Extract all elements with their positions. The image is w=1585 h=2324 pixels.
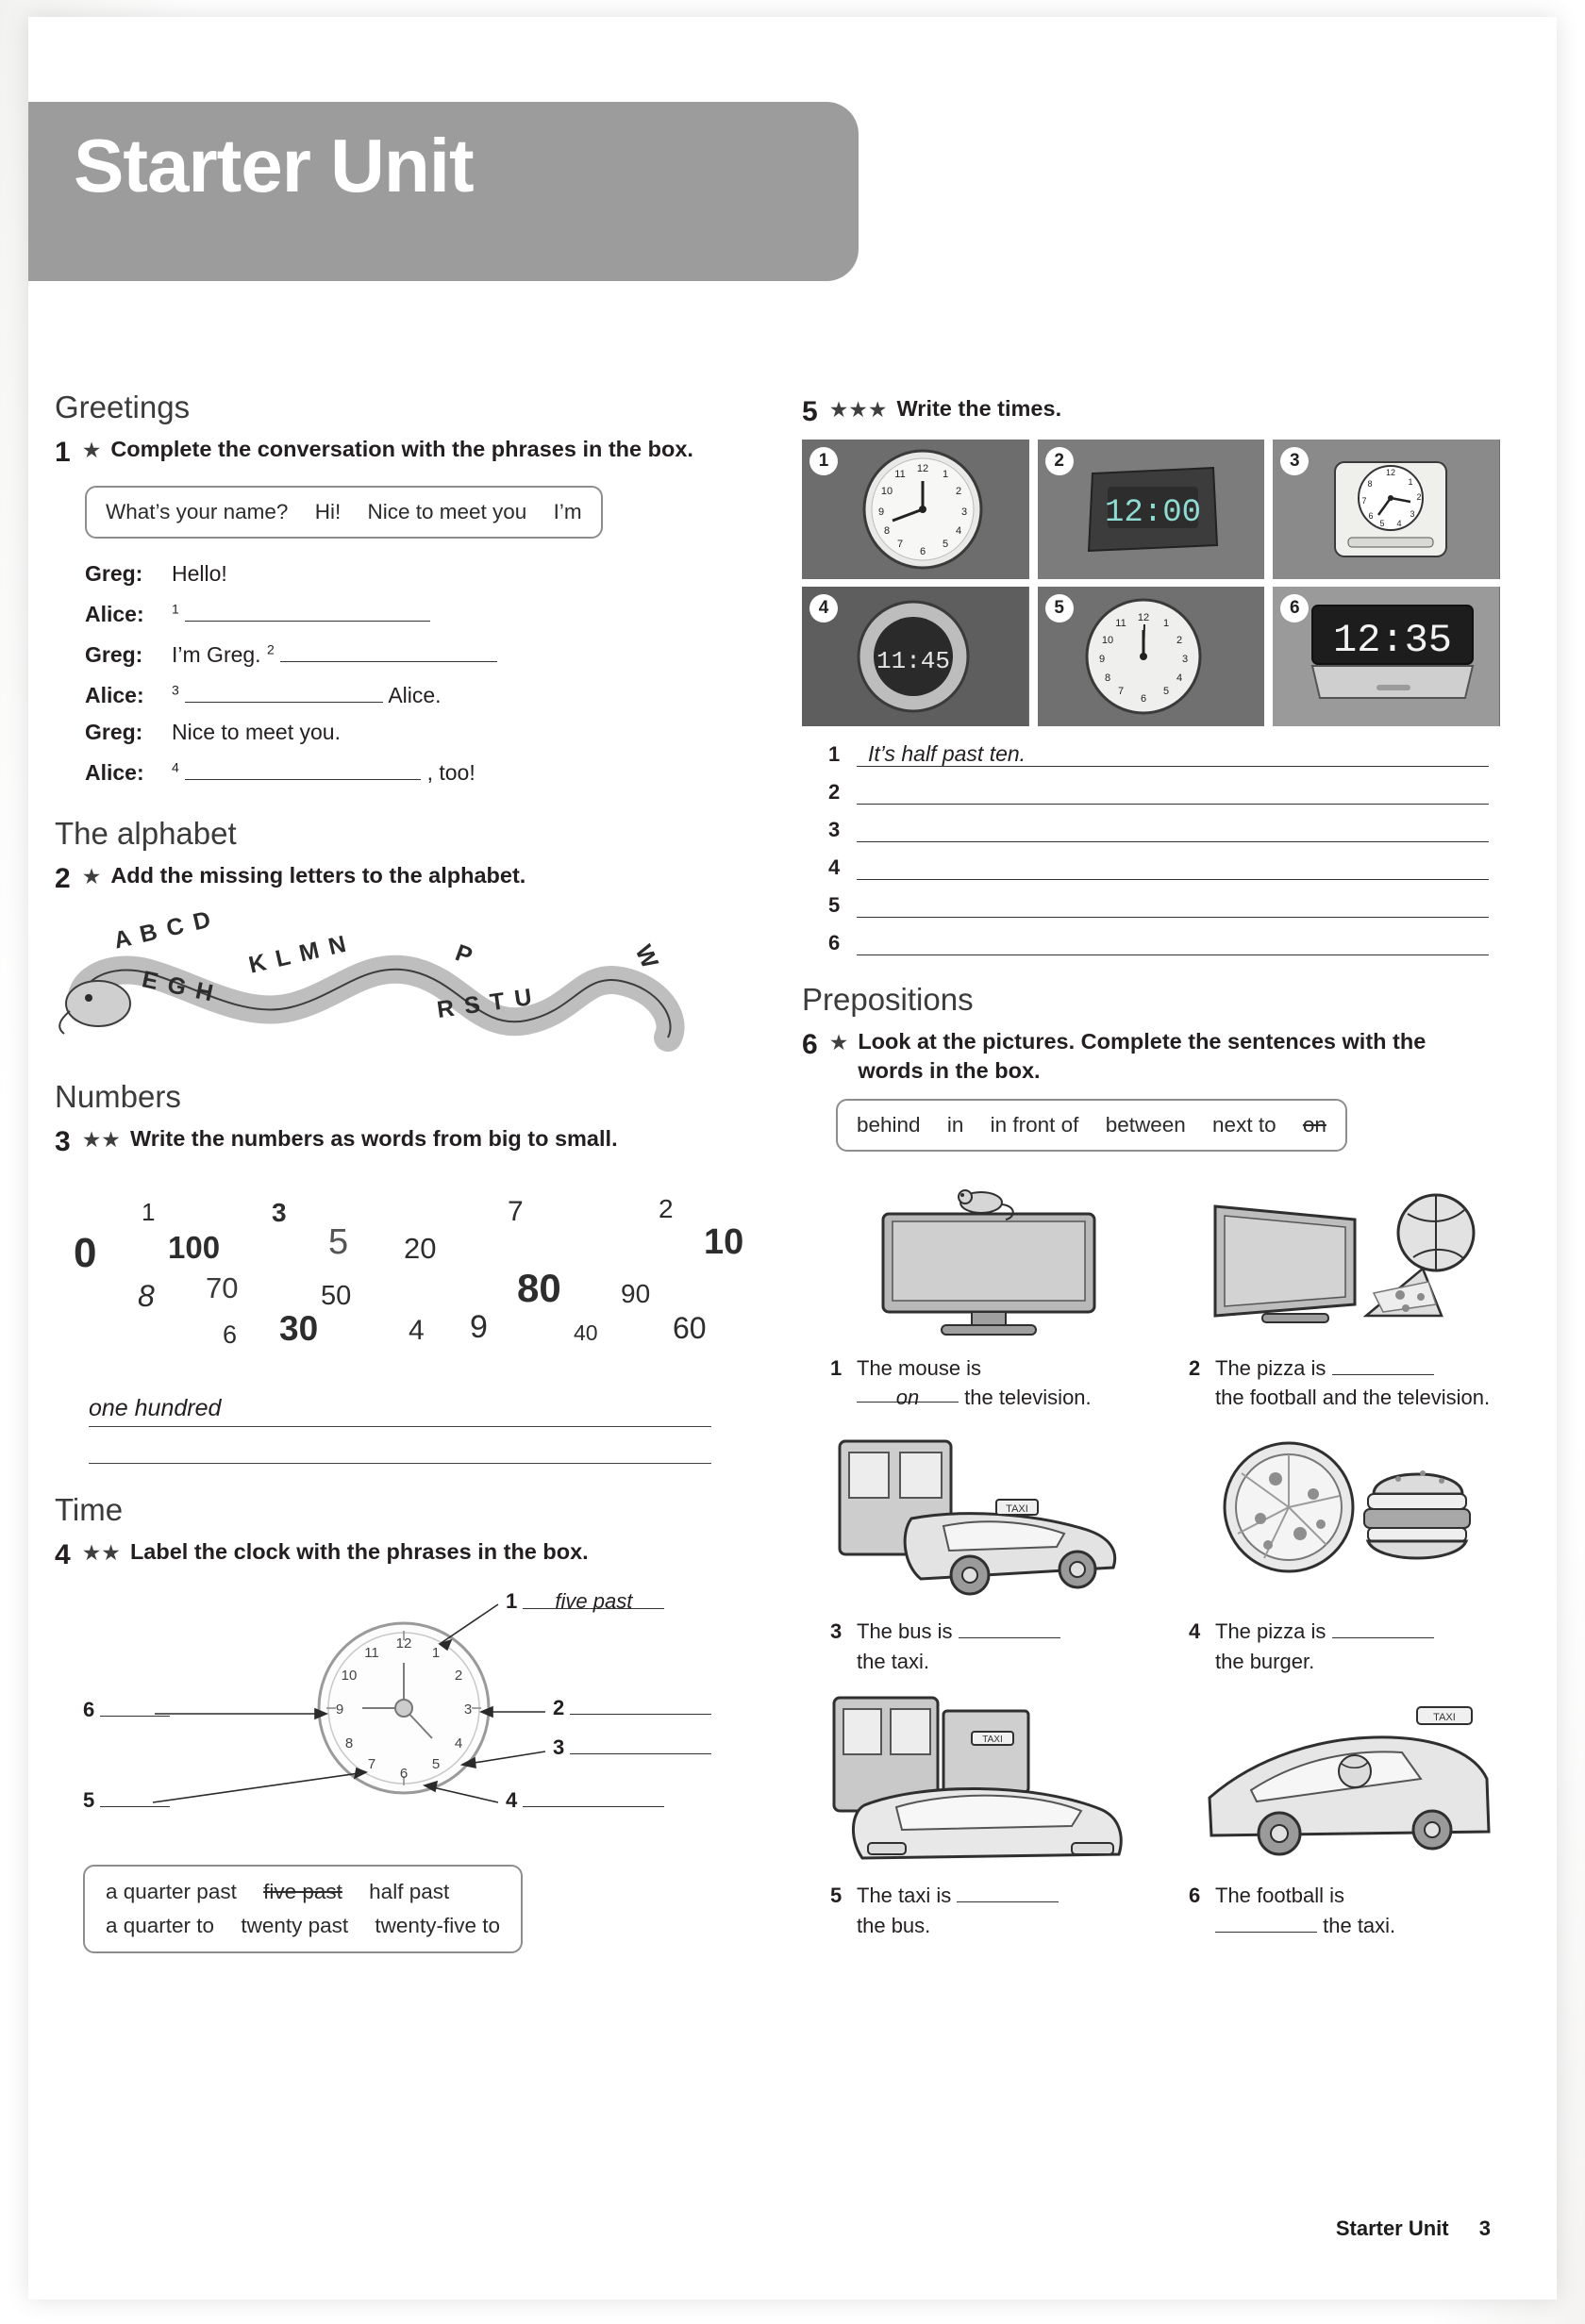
preposition-picture-4: [1189, 1428, 1500, 1607]
section-heading-time: Time: [55, 1491, 124, 1527]
number-item: 9: [470, 1308, 488, 1345]
section-heading-greetings: Greetings: [55, 390, 191, 424]
dialogue-row: [85, 681, 753, 706]
wordbox-item[interactable]: in front of: [990, 1112, 1079, 1137]
exercise-6-stars: ★: [828, 1029, 849, 1054]
preposition-number: 1: [830, 1355, 843, 1380]
exercise-4-number: 4: [55, 1538, 71, 1570]
clock-photo-4: [802, 587, 1029, 726]
dialogue-row: [85, 719, 753, 744]
number-item: 6: [223, 1320, 238, 1349]
clock-photo-5: [1038, 587, 1265, 726]
dialogue-speaker: Alice:: [85, 601, 144, 626]
svg-text:9: 9: [877, 506, 885, 518]
answer-value: [857, 817, 868, 841]
wordbox-item[interactable]: Hi!: [314, 499, 342, 523]
alphabet-snake-illustration: [55, 905, 753, 1066]
dialogue-text: [172, 600, 430, 625]
svg-text:3: 3: [960, 506, 968, 518]
dialogue-text: Nice to meet you.: [172, 719, 341, 744]
exercise-1-header: [55, 435, 753, 471]
svg-text:12: 12: [1386, 467, 1396, 477]
exercise-5-number: 5: [802, 396, 818, 427]
football-in-taxi-icon: [1189, 1692, 1500, 1871]
clock-label-4[interactable]: [506, 1787, 664, 1813]
clock-label-6-value[interactable]: [100, 1697, 170, 1717]
page-sheet: [28, 17, 1557, 2299]
preposition-picture-2: [1189, 1165, 1500, 1344]
svg-text:9: 9: [335, 1702, 344, 1718]
svg-text:7: 7: [1361, 495, 1367, 506]
preposition-sentence-5: [830, 1881, 1151, 1941]
dialogue-speaker: Greg:: [85, 560, 143, 586]
number-item: 30: [279, 1308, 319, 1348]
preposition-sentence-4: [1189, 1617, 1510, 1677]
answer-row: [828, 892, 1489, 918]
preposition-text-before: The taxi is: [857, 1884, 952, 1908]
svg-text:2: 2: [955, 485, 962, 497]
preposition-picture-3: [830, 1428, 1142, 1607]
preposition-picture-1: [830, 1165, 1142, 1344]
svg-text:4: 4: [1396, 518, 1402, 528]
clock-label-diagram: [55, 1585, 753, 1859]
digital-round-clock-time: 11:45: [876, 646, 951, 675]
dialogue-speaker: Greg:: [85, 641, 143, 667]
wordbox-item[interactable]: between: [1105, 1112, 1186, 1137]
number-item: 80: [517, 1265, 561, 1310]
preposition-text-before: The pizza is: [1215, 1355, 1326, 1380]
svg-text:6: 6: [1368, 510, 1374, 521]
exercise-2-instruction: Add the missing letters to the alphabet.: [110, 862, 526, 888]
svg-text:12: 12: [1137, 611, 1149, 623]
preposition-answer[interactable]: [1332, 1618, 1434, 1638]
dialogue-text-fixed: Alice.: [388, 682, 442, 707]
dialogue-text: [172, 681, 442, 706]
clock-label-5[interactable]: [83, 1787, 170, 1813]
preposition-item-5: [830, 1692, 1151, 1941]
preposition-number: 6: [1189, 1884, 1201, 1908]
exercise-1-instruction: Complete the conversation with the phrases in the box.: [110, 437, 693, 461]
footer-page-number: 3: [1478, 2216, 1491, 2240]
clock-photo-6: [1273, 587, 1500, 726]
answer-line[interactable]: [857, 779, 1489, 805]
exercise-3-instruction: Write the numbers as words from big to small.: [129, 1126, 618, 1151]
svg-text:4: 4: [1176, 672, 1182, 684]
mouse-on-television-icon: [830, 1165, 1142, 1344]
numbers-answer-line-2[interactable]: [89, 1427, 711, 1464]
svg-text:10: 10: [880, 485, 893, 497]
svg-text:11: 11: [364, 1645, 379, 1661]
svg-text:2: 2: [454, 1668, 463, 1684]
clock-label-2[interactable]: [553, 1695, 711, 1720]
number-item: 5: [328, 1221, 349, 1262]
clock-label-4-number: 4: [506, 1788, 518, 1812]
dialogue-superscript: 1: [172, 600, 179, 616]
exercise-3-number: 3: [55, 1126, 71, 1157]
clock-label-4-value[interactable]: [523, 1787, 664, 1807]
dialogue-row: [85, 640, 753, 666]
wordbox-item-used[interactable]: five past: [263, 1880, 342, 1903]
svg-text:8: 8: [1367, 478, 1373, 489]
clock-label-2-value[interactable]: [570, 1695, 711, 1715]
dialogue-superscript: 3: [172, 681, 179, 697]
snake-letters-abcd: A B C D: [111, 905, 215, 954]
preposition-number: 3: [830, 1619, 843, 1644]
svg-text:10: 10: [1101, 634, 1113, 646]
clock-photo-4-number: 4: [809, 594, 838, 622]
dialogue-row: [85, 600, 753, 625]
wordbox-item-used[interactable]: on: [1302, 1112, 1326, 1137]
number-item: 20: [404, 1231, 437, 1265]
answer-value: It’s half past ten.: [868, 740, 1026, 766]
wordbox-item[interactable]: behind: [857, 1112, 921, 1137]
svg-text:TAXI: TAXI: [1006, 1503, 1028, 1516]
number-item: 50: [321, 1280, 352, 1311]
dialogue-superscript: 4: [172, 758, 179, 774]
exercise-5-header: [802, 394, 1519, 430]
preposition-number: 4: [1189, 1619, 1201, 1644]
dialogue-row: [85, 560, 753, 586]
preposition-picture-5: [830, 1692, 1142, 1871]
answer-number: 2: [828, 779, 841, 804]
section-heading-alphabet: The alphabet: [55, 815, 237, 851]
preposition-text-after: the television.: [964, 1386, 1092, 1410]
preposition-item-3: [830, 1428, 1151, 1677]
taxi-in-front-of-bus-icon: [830, 1692, 1142, 1871]
section-heading-prepositions: Prepositions: [802, 981, 974, 1017]
answer-row: [828, 930, 1489, 955]
clock-image-grid: [802, 440, 1500, 726]
svg-text:4: 4: [955, 524, 962, 537]
clock-photo-2: [1038, 440, 1265, 579]
dialogue-text: [172, 758, 476, 784]
preposition-text-after: the bus.: [857, 1913, 931, 1937]
number-item: 0: [74, 1229, 97, 1276]
digital-clock-time: 12:00: [1104, 494, 1201, 531]
exercise-3-stars: ★★: [81, 1127, 121, 1152]
svg-text:6: 6: [919, 545, 926, 557]
section-heading-numbers: Numbers: [55, 1079, 181, 1114]
bus-behind-taxi-icon: [830, 1428, 1142, 1607]
snake-letters-w: W: [629, 940, 663, 972]
exercise-5-stars: ★★★: [828, 397, 888, 422]
exercise-3-header: [55, 1124, 753, 1160]
page-title: Starter Unit: [74, 124, 474, 208]
clock-label-3-number: 3: [553, 1735, 565, 1759]
preposition-text-after: the taxi.: [857, 1650, 930, 1674]
clock-label-1-number: 1: [506, 1589, 518, 1613]
dialogue-speaker: Alice:: [85, 759, 144, 785]
number-item: 90: [621, 1278, 651, 1308]
svg-text:11: 11: [1114, 617, 1126, 629]
preposition-answer[interactable]: on: [857, 1383, 959, 1403]
exercise-1-dialogue: [85, 560, 753, 785]
svg-text:TAXI: TAXI: [1433, 1712, 1456, 1724]
exercise-6-wordbox: [836, 1099, 1347, 1152]
number-item: 70: [206, 1270, 239, 1304]
svg-text:3: 3: [1181, 653, 1188, 665]
answer-row: [828, 817, 1489, 842]
dialogue-superscript: 2: [266, 640, 275, 656]
snake-letters-rstu: R S T U: [435, 983, 536, 1024]
svg-text:3: 3: [463, 1702, 473, 1718]
snake-letters-klmn: K L M N: [246, 930, 351, 979]
svg-text:5: 5: [1379, 518, 1385, 528]
svg-text:5: 5: [431, 1756, 441, 1772]
clock-label-1[interactable]: [506, 1589, 664, 1614]
preposition-text-after: the taxi.: [1323, 1913, 1396, 1937]
svg-text:12: 12: [916, 462, 929, 474]
answer-number: 5: [828, 892, 841, 917]
exercise-2-header: [55, 861, 753, 897]
preposition-item-2: [1189, 1165, 1510, 1414]
svg-text:12: 12: [395, 1635, 412, 1652]
preposition-sentence-2: [1189, 1353, 1510, 1414]
preposition-number: 5: [830, 1884, 843, 1908]
exercise-1-wordbox: [85, 486, 603, 539]
svg-text:2: 2: [1176, 634, 1182, 646]
wordbox-item[interactable]: Nice to meet you: [367, 499, 527, 523]
answer-blank[interactable]: [185, 600, 430, 622]
clock-label-2-number: 2: [553, 1696, 565, 1719]
left-column: [55, 390, 753, 1953]
number-item: 2: [659, 1193, 674, 1223]
answer-value: [857, 779, 868, 804]
number-item: 10: [704, 1221, 744, 1262]
answer-number: 1: [828, 741, 841, 766]
svg-text:1: 1: [942, 468, 949, 480]
exercise-1-number: 1: [55, 437, 71, 468]
clock-photo-3: [1273, 440, 1500, 579]
number-item: 7: [508, 1195, 524, 1227]
prepositions-grid: [830, 1165, 1510, 1956]
preposition-item-4: [1189, 1428, 1510, 1677]
exercise-5-answers: [828, 741, 1489, 955]
dialogue-text: Hello!: [172, 560, 227, 586]
preposition-picture-6: [1189, 1692, 1500, 1871]
svg-text:6: 6: [399, 1766, 409, 1782]
dialogue-speaker: Alice:: [85, 682, 144, 707]
svg-text:11: 11: [894, 468, 906, 480]
number-item: 40: [574, 1320, 598, 1345]
footer-unit-label: Starter Unit: [1335, 2216, 1449, 2240]
answer-line[interactable]: [857, 741, 1489, 767]
preposition-item-6: [1189, 1692, 1510, 1941]
answer-number: 4: [828, 855, 841, 879]
preposition-text-before: The football is: [1215, 1884, 1344, 1908]
svg-text:2: 2: [1416, 491, 1422, 502]
pizza-between-football-and-television-icon: [1189, 1165, 1500, 1344]
dialogue-text: [172, 640, 497, 666]
svg-text:9: 9: [1098, 653, 1105, 665]
preposition-text-before: The pizza is: [1215, 1619, 1326, 1644]
preposition-answer[interactable]: [959, 1618, 1060, 1638]
wordbox-item[interactable]: a quarter to: [106, 1914, 215, 1937]
svg-text:1: 1: [431, 1645, 441, 1661]
svg-text:7: 7: [367, 1756, 376, 1772]
number-item: 8: [138, 1278, 155, 1313]
numbers-answer-line-1[interactable]: one hundred: [89, 1395, 711, 1427]
wordbox-item[interactable]: twenty past: [241, 1914, 349, 1937]
wordbox-item[interactable]: What’s your name?: [106, 499, 289, 523]
clock-photo-1-number: 1: [809, 447, 838, 475]
svg-text:6: 6: [1140, 692, 1146, 705]
preposition-text-after: the football and the television.: [1215, 1386, 1491, 1410]
clock-photo-2-number: 2: [1045, 447, 1074, 475]
wordbox-item[interactable]: twenty-five to: [375, 1914, 500, 1937]
exercise-4-instruction: Label the clock with the phrases in the box.: [129, 1538, 589, 1564]
clock-label-1-value[interactable]: five past: [523, 1589, 664, 1609]
answer-line[interactable]: [857, 855, 1489, 880]
svg-text:1: 1: [1162, 617, 1169, 629]
preposition-sentence-3: [830, 1617, 1151, 1677]
preposition-sentence-6: [1189, 1881, 1510, 1941]
preposition-answer[interactable]: [1332, 1355, 1434, 1375]
dialogue-speaker: Greg:: [85, 719, 143, 744]
wordbox-item[interactable]: half past: [369, 1880, 450, 1903]
svg-text:10: 10: [341, 1668, 358, 1684]
answer-row: [828, 779, 1489, 805]
clock-label-3-value[interactable]: [570, 1735, 711, 1754]
svg-text:7: 7: [896, 538, 904, 550]
number-item: 3: [272, 1197, 287, 1227]
svg-text:TAXI: TAXI: [982, 1735, 1003, 1746]
preposition-text-before: The mouse is: [857, 1355, 982, 1380]
answer-blank[interactable]: [280, 640, 497, 662]
exercise-2-stars: ★: [81, 863, 102, 888]
preposition-text-after: the burger.: [1215, 1650, 1315, 1674]
clock-photo-6-number: 6: [1280, 594, 1309, 622]
clock-label-5-number: 5: [83, 1788, 95, 1812]
clock-label-3[interactable]: [553, 1735, 711, 1760]
exercise-6-instruction: Look at the pictures. Complete the sentences with the words in the box.: [858, 1028, 1426, 1083]
svg-text:8: 8: [1104, 672, 1110, 684]
svg-text:1: 1: [1408, 476, 1413, 487]
pizza-next-to-burger-icon: [1189, 1428, 1500, 1607]
exercise-4-stars: ★★: [81, 1539, 121, 1565]
svg-text:4: 4: [454, 1735, 463, 1751]
dialogue-text-fixed: , too!: [426, 759, 476, 785]
exercise-2-number: 2: [55, 862, 71, 894]
exercise-4-header: [55, 1537, 753, 1573]
clock-photo-1: [802, 440, 1029, 579]
svg-text:8: 8: [883, 524, 891, 537]
preposition-answer[interactable]: [1215, 1913, 1317, 1933]
snake-letters-egh: E G H: [140, 966, 218, 1007]
answer-value: [857, 855, 868, 879]
clock-photo-5-number: 5: [1045, 594, 1074, 622]
answer-blank[interactable]: [185, 681, 383, 703]
exercise-6-number: 6: [802, 1028, 818, 1060]
preposition-sentence-1: [830, 1353, 1151, 1414]
clock-photo-3-number: 3: [1280, 447, 1309, 475]
clock-label-5-value[interactable]: [100, 1787, 170, 1807]
snake-letters-p: P: [451, 939, 476, 971]
answer-number: 6: [828, 930, 841, 954]
wordbox-item[interactable]: I’m: [553, 499, 582, 523]
number-item: 4: [409, 1314, 425, 1346]
clock-label-6-number: 6: [83, 1698, 95, 1721]
dialogue-text-fixed: I’m Greg.: [172, 641, 261, 667]
wordbox-item[interactable]: a quarter past: [106, 1880, 237, 1903]
answer-line[interactable]: [857, 930, 1489, 955]
answer-value: [857, 892, 868, 917]
digital-clock-time: 12:35: [1333, 617, 1453, 663]
answer-row: [828, 855, 1489, 880]
answer-line[interactable]: [857, 892, 1489, 918]
preposition-item-1: [830, 1165, 1151, 1414]
svg-text:5: 5: [1162, 685, 1169, 697]
exercise-6-header: [802, 1027, 1519, 1086]
dialogue-row: [85, 758, 753, 784]
exercise-5-instruction: Write the times.: [896, 396, 1062, 421]
svg-text:5: 5: [942, 538, 949, 550]
answer-line[interactable]: [857, 817, 1489, 842]
numbers-cloud: [55, 1177, 753, 1349]
number-item: 60: [673, 1310, 707, 1345]
page-footer: [1336, 2216, 1491, 2241]
preposition-answer[interactable]: [957, 1883, 1059, 1902]
preposition-text-before: The bus is: [857, 1619, 953, 1644]
wordbox-item[interactable]: next to: [1212, 1112, 1276, 1137]
number-item: 1: [142, 1197, 156, 1226]
svg-text:3: 3: [1410, 508, 1415, 519]
clock-label-6[interactable]: [83, 1697, 170, 1722]
exercise-4-wordbox: [83, 1865, 523, 1953]
svg-text:8: 8: [344, 1735, 354, 1751]
answer-value: [857, 930, 868, 954]
answer-number: 3: [828, 817, 841, 841]
wordbox-item[interactable]: in: [946, 1112, 964, 1137]
right-column: [802, 394, 1519, 1956]
exercise-1-stars: ★: [81, 438, 102, 462]
answer-blank[interactable]: [185, 758, 421, 780]
answer-row: [828, 741, 1489, 767]
svg-text:7: 7: [1117, 685, 1124, 697]
preposition-number: 2: [1189, 1355, 1201, 1380]
number-item: 100: [168, 1229, 221, 1265]
